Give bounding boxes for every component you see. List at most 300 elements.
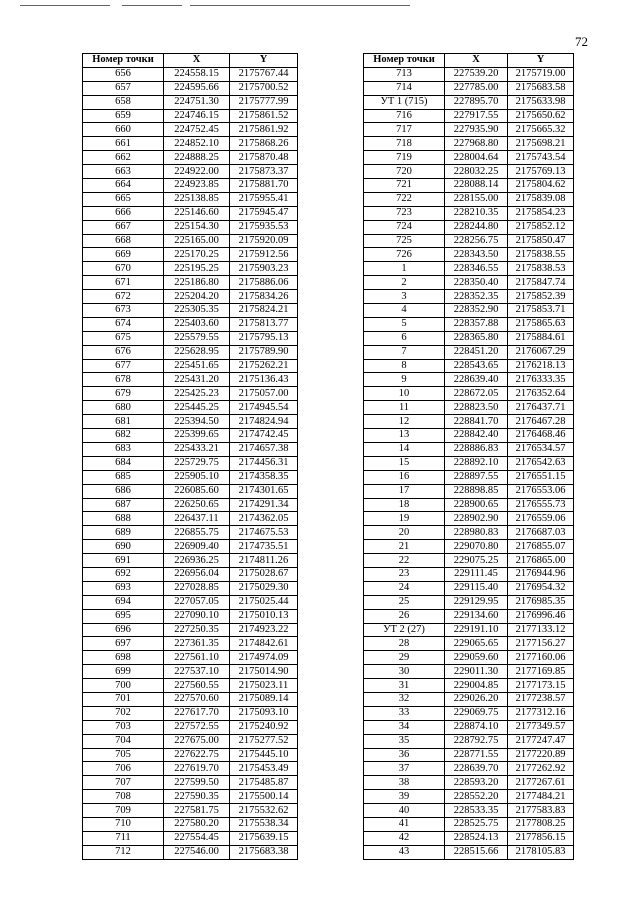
- y-coordinate-cell: 2174358.35: [230, 470, 298, 484]
- point-number-cell: 699: [83, 665, 164, 679]
- point-number-cell: 35: [364, 734, 445, 748]
- table-row: [83, 540, 298, 554]
- table-row: [83, 317, 298, 331]
- y-coordinate-cell: 2175769.13: [508, 165, 574, 179]
- point-number-cell: 39: [364, 790, 445, 804]
- table-row: [83, 665, 298, 679]
- y-coordinate-cell: 2175057.00: [230, 387, 298, 401]
- x-coordinate-cell: 229059.60: [445, 651, 508, 665]
- x-coordinate-cell: 228357.88: [445, 317, 508, 331]
- x-coordinate-cell: 225146.60: [164, 206, 230, 220]
- x-coordinate-cell: 224595.66: [164, 81, 230, 95]
- y-coordinate-cell: 2176542.63: [508, 456, 574, 470]
- point-number-cell: 709: [83, 804, 164, 818]
- x-coordinate-cell: 227572.55: [164, 720, 230, 734]
- table-row: [364, 609, 574, 623]
- y-coordinate-cell: 2175861.92: [230, 123, 298, 137]
- x-coordinate-cell: 229004.85: [445, 679, 508, 693]
- x-coordinate-cell: 225433.21: [164, 442, 230, 456]
- point-number-cell: 657: [83, 81, 164, 95]
- y-coordinate-cell: 2175639.15: [230, 831, 298, 845]
- y-coordinate-cell: 2175262.21: [230, 359, 298, 373]
- y-coordinate-cell: 2175935.53: [230, 220, 298, 234]
- table-row: [83, 692, 298, 706]
- point-number-cell: 43: [364, 845, 445, 859]
- point-number-cell: 22: [364, 554, 445, 568]
- y-coordinate-cell: 2175873.37: [230, 165, 298, 179]
- x-coordinate-cell: 225394.50: [164, 415, 230, 429]
- x-coordinate-cell: 228552.20: [445, 790, 508, 804]
- point-number-cell: 16: [364, 470, 445, 484]
- y-coordinate-cell: 2175650.62: [508, 109, 574, 123]
- x-coordinate-cell: 224923.85: [164, 179, 230, 193]
- point-number-cell: 664: [83, 179, 164, 193]
- header-x: X: [164, 54, 230, 68]
- table-row: [83, 734, 298, 748]
- x-coordinate-cell: 224888.25: [164, 151, 230, 165]
- x-coordinate-cell: 225170.25: [164, 248, 230, 262]
- y-coordinate-cell: 2175777.99: [230, 95, 298, 109]
- y-coordinate-cell: 2174923.22: [230, 623, 298, 637]
- point-number-cell: 673: [83, 304, 164, 318]
- table-row: [364, 776, 574, 790]
- x-coordinate-cell: 228672.05: [445, 387, 508, 401]
- table-row: [83, 776, 298, 790]
- table-row: [83, 762, 298, 776]
- y-coordinate-cell: 2176333.35: [508, 373, 574, 387]
- point-number-cell: 676: [83, 345, 164, 359]
- table-row: [83, 262, 298, 276]
- x-coordinate-cell: 227561.10: [164, 651, 230, 665]
- point-number-cell: 662: [83, 151, 164, 165]
- y-coordinate-cell: 2175445.10: [230, 748, 298, 762]
- table-row: [364, 679, 574, 693]
- x-coordinate-cell: 225403.60: [164, 317, 230, 331]
- table-row: [83, 442, 298, 456]
- table-row: [83, 706, 298, 720]
- x-coordinate-cell: 228886.83: [445, 442, 508, 456]
- point-number-cell: 701: [83, 692, 164, 706]
- table-row: [364, 484, 574, 498]
- point-number-cell: 26: [364, 609, 445, 623]
- table-row: [83, 165, 298, 179]
- table-row: [83, 595, 298, 609]
- x-coordinate-cell: 226956.04: [164, 567, 230, 581]
- table-row: [364, 387, 574, 401]
- table-row: [364, 109, 574, 123]
- y-coordinate-cell: 2175538.34: [230, 817, 298, 831]
- x-coordinate-cell: 228244.80: [445, 220, 508, 234]
- y-coordinate-cell: 2177160.06: [508, 651, 574, 665]
- x-coordinate-cell: 224922.00: [164, 165, 230, 179]
- x-coordinate-cell: 228350.40: [445, 276, 508, 290]
- x-coordinate-cell: 225186.80: [164, 276, 230, 290]
- y-coordinate-cell: 2175683.58: [508, 81, 574, 95]
- y-coordinate-cell: 2175834.26: [230, 290, 298, 304]
- table-row: [83, 95, 298, 109]
- x-coordinate-cell: 228365.80: [445, 331, 508, 345]
- y-coordinate-cell: 2175683.38: [230, 845, 298, 859]
- y-coordinate-cell: 2175824.21: [230, 304, 298, 318]
- point-number-cell: 723: [364, 206, 445, 220]
- point-number-cell: 23: [364, 567, 445, 581]
- x-coordinate-cell: 227057.05: [164, 595, 230, 609]
- x-coordinate-cell: 227560.55: [164, 679, 230, 693]
- y-coordinate-cell: 2175719.00: [508, 67, 574, 81]
- point-number-cell: 687: [83, 498, 164, 512]
- point-number-cell: 692: [83, 567, 164, 581]
- point-number-cell: 42: [364, 831, 445, 845]
- table-row: [83, 220, 298, 234]
- y-coordinate-cell: 2174291.34: [230, 498, 298, 512]
- table-row: [364, 234, 574, 248]
- point-number-cell: 713: [364, 67, 445, 81]
- y-coordinate-cell: 2175870.48: [230, 151, 298, 165]
- x-coordinate-cell: 228792.75: [445, 734, 508, 748]
- table-row: [83, 456, 298, 470]
- y-coordinate-cell: 2177262.92: [508, 762, 574, 776]
- y-coordinate-cell: 2174301.65: [230, 484, 298, 498]
- point-number-cell: 31: [364, 679, 445, 693]
- point-number-cell: 666: [83, 206, 164, 220]
- y-coordinate-cell: 2177267.61: [508, 776, 574, 790]
- x-coordinate-cell: 228524.13: [445, 831, 508, 845]
- table-row: [83, 831, 298, 845]
- y-coordinate-cell: 2175014.90: [230, 665, 298, 679]
- point-number-cell: 29: [364, 651, 445, 665]
- table-row: [83, 234, 298, 248]
- y-coordinate-cell: 2175804.62: [508, 179, 574, 193]
- x-coordinate-cell: 228032.25: [445, 165, 508, 179]
- y-coordinate-cell: 2176996.46: [508, 609, 574, 623]
- y-coordinate-cell: 2174657.38: [230, 442, 298, 456]
- y-coordinate-cell: 2175795.13: [230, 331, 298, 345]
- table-row: [83, 748, 298, 762]
- x-coordinate-cell: 225165.00: [164, 234, 230, 248]
- x-coordinate-cell: 229069.75: [445, 706, 508, 720]
- y-coordinate-cell: 2175847.74: [508, 276, 574, 290]
- y-coordinate-cell: 2175240.92: [230, 720, 298, 734]
- point-number-cell: 32: [364, 692, 445, 706]
- table-row: [364, 623, 574, 637]
- header-x: X: [445, 54, 508, 68]
- point-number-cell: 693: [83, 581, 164, 595]
- y-coordinate-cell: 2176559.06: [508, 512, 574, 526]
- table-row: [83, 720, 298, 734]
- table-row: [364, 470, 574, 484]
- y-coordinate-cell: 2177133.12: [508, 623, 574, 637]
- point-number-cell: 670: [83, 262, 164, 276]
- y-coordinate-cell: 2175886.06: [230, 276, 298, 290]
- y-coordinate-cell: 2175698.21: [508, 137, 574, 151]
- x-coordinate-cell: 229026.20: [445, 692, 508, 706]
- table-row: [364, 456, 574, 470]
- x-coordinate-cell: 225579.55: [164, 331, 230, 345]
- y-coordinate-cell: 2174945.54: [230, 401, 298, 415]
- table-row: [364, 748, 574, 762]
- point-number-cell: 680: [83, 401, 164, 415]
- table-row: [364, 95, 574, 109]
- x-coordinate-cell: 228451.20: [445, 345, 508, 359]
- x-coordinate-cell: 224746.15: [164, 109, 230, 123]
- y-coordinate-cell: 2177173.15: [508, 679, 574, 693]
- x-coordinate-cell: 227675.00: [164, 734, 230, 748]
- x-coordinate-cell: 229065.65: [445, 637, 508, 651]
- x-coordinate-cell: 225204.20: [164, 290, 230, 304]
- point-number-cell: 30: [364, 665, 445, 679]
- x-coordinate-cell: 228256.75: [445, 234, 508, 248]
- point-number-cell: 8: [364, 359, 445, 373]
- x-coordinate-cell: 227590.35: [164, 790, 230, 804]
- y-coordinate-cell: 2176551.15: [508, 470, 574, 484]
- point-number-cell: 9: [364, 373, 445, 387]
- point-number-cell: 11: [364, 401, 445, 415]
- x-coordinate-cell: 228346.55: [445, 262, 508, 276]
- x-coordinate-cell: 228593.20: [445, 776, 508, 790]
- y-coordinate-cell: 2175136.43: [230, 373, 298, 387]
- point-number-cell: 41: [364, 817, 445, 831]
- y-coordinate-cell: 2177312.16: [508, 706, 574, 720]
- x-coordinate-cell: 228352.35: [445, 290, 508, 304]
- x-coordinate-cell: 225154.30: [164, 220, 230, 234]
- point-number-cell: 659: [83, 109, 164, 123]
- x-coordinate-cell: 228543.65: [445, 359, 508, 373]
- x-coordinate-cell: 225729.75: [164, 456, 230, 470]
- x-coordinate-cell: 227028.85: [164, 581, 230, 595]
- y-coordinate-cell: 2175881.70: [230, 179, 298, 193]
- point-number-cell: 37: [364, 762, 445, 776]
- table-row: [364, 165, 574, 179]
- table-row: [364, 790, 574, 804]
- point-number-cell: 658: [83, 95, 164, 109]
- y-coordinate-cell: 2176985.35: [508, 595, 574, 609]
- table-row: [364, 665, 574, 679]
- table-row: [364, 67, 574, 81]
- point-number-cell: 685: [83, 470, 164, 484]
- x-coordinate-cell: 227570.60: [164, 692, 230, 706]
- table-row: [364, 192, 574, 206]
- y-coordinate-cell: 2175854.23: [508, 206, 574, 220]
- point-number-cell: 15: [364, 456, 445, 470]
- point-number-cell: УТ 2 (27): [364, 623, 445, 637]
- point-number-cell: 689: [83, 526, 164, 540]
- x-coordinate-cell: 227617.70: [164, 706, 230, 720]
- table-row: [83, 206, 298, 220]
- x-coordinate-cell: 225195.25: [164, 262, 230, 276]
- scan-mark: [190, 5, 410, 6]
- point-number-cell: 671: [83, 276, 164, 290]
- y-coordinate-cell: 2177856.15: [508, 831, 574, 845]
- point-number-cell: 668: [83, 234, 164, 248]
- x-coordinate-cell: 224852.10: [164, 137, 230, 151]
- table-row: [83, 790, 298, 804]
- table-row: [364, 512, 574, 526]
- y-coordinate-cell: 2174362.05: [230, 512, 298, 526]
- point-number-cell: 708: [83, 790, 164, 804]
- x-coordinate-cell: 228902.90: [445, 512, 508, 526]
- point-number-cell: 38: [364, 776, 445, 790]
- table-row: [364, 831, 574, 845]
- point-number-cell: 4: [364, 304, 445, 318]
- point-number-cell: 722: [364, 192, 445, 206]
- table-row: [364, 81, 574, 95]
- y-coordinate-cell: 2176855.07: [508, 540, 574, 554]
- y-coordinate-cell: 2175852.12: [508, 220, 574, 234]
- table-row: [364, 276, 574, 290]
- table-row: [364, 401, 574, 415]
- table-row: [364, 526, 574, 540]
- y-coordinate-cell: 2178105.83: [508, 845, 574, 859]
- y-coordinate-cell: 2175025.44: [230, 595, 298, 609]
- table-row: [83, 304, 298, 318]
- table-row: [83, 276, 298, 290]
- table-row: [364, 762, 574, 776]
- table-row: [364, 429, 574, 443]
- y-coordinate-cell: 2177583.83: [508, 804, 574, 818]
- x-coordinate-cell: 228210.35: [445, 206, 508, 220]
- y-coordinate-cell: 2175850.47: [508, 234, 574, 248]
- point-number-cell: 665: [83, 192, 164, 206]
- x-coordinate-cell: 228898.85: [445, 484, 508, 498]
- table-row: [364, 415, 574, 429]
- x-coordinate-cell: 227546.00: [164, 845, 230, 859]
- x-coordinate-cell: 226936.25: [164, 554, 230, 568]
- table-row: [83, 581, 298, 595]
- scan-mark: [122, 5, 182, 6]
- y-coordinate-cell: 2175861.52: [230, 109, 298, 123]
- point-number-cell: 1: [364, 262, 445, 276]
- y-coordinate-cell: 2175023.11: [230, 679, 298, 693]
- table-row: [83, 151, 298, 165]
- point-number-cell: 19: [364, 512, 445, 526]
- table-row: [364, 706, 574, 720]
- x-coordinate-cell: 228900.65: [445, 498, 508, 512]
- x-coordinate-cell: 228823.50: [445, 401, 508, 415]
- point-number-cell: 718: [364, 137, 445, 151]
- point-number-cell: 674: [83, 317, 164, 331]
- x-coordinate-cell: 225431.20: [164, 373, 230, 387]
- point-number-cell: 697: [83, 637, 164, 651]
- x-coordinate-cell: 226855.75: [164, 526, 230, 540]
- x-coordinate-cell: 228892.10: [445, 456, 508, 470]
- point-number-cell: 717: [364, 123, 445, 137]
- y-coordinate-cell: 2175865.63: [508, 317, 574, 331]
- table-row: [83, 498, 298, 512]
- point-number-cell: 695: [83, 609, 164, 623]
- y-coordinate-cell: 2176944.96: [508, 567, 574, 581]
- x-coordinate-cell: 227935.90: [445, 123, 508, 137]
- table-row: [364, 498, 574, 512]
- y-coordinate-cell: 2177808.25: [508, 817, 574, 831]
- y-coordinate-cell: 2174735.51: [230, 540, 298, 554]
- y-coordinate-cell: 2175920.09: [230, 234, 298, 248]
- table-row: [364, 692, 574, 706]
- x-coordinate-cell: 229070.80: [445, 540, 508, 554]
- x-coordinate-cell: 227090.10: [164, 609, 230, 623]
- scan-mark: [20, 5, 110, 6]
- table-row: [83, 359, 298, 373]
- y-coordinate-cell: 2175853.71: [508, 304, 574, 318]
- y-coordinate-cell: 2175839.08: [508, 192, 574, 206]
- point-number-cell: 40: [364, 804, 445, 818]
- scan-top-edge-marks: [0, 0, 420, 14]
- y-coordinate-cell: 2177484.21: [508, 790, 574, 804]
- y-coordinate-cell: 2175029.30: [230, 581, 298, 595]
- y-coordinate-cell: 2176865.00: [508, 554, 574, 568]
- page-number: 72: [575, 34, 588, 49]
- x-coordinate-cell: 227554.45: [164, 831, 230, 845]
- x-coordinate-cell: 225305.35: [164, 304, 230, 318]
- point-number-cell: УТ 1 (715): [364, 95, 445, 109]
- table-row: [364, 206, 574, 220]
- y-coordinate-cell: 2176067.29: [508, 345, 574, 359]
- table-row: [364, 151, 574, 165]
- y-coordinate-cell: 2176954.32: [508, 581, 574, 595]
- point-number-cell: 703: [83, 720, 164, 734]
- table-row: [364, 540, 574, 554]
- point-number-cell: 710: [83, 817, 164, 831]
- y-coordinate-cell: 2174824.94: [230, 415, 298, 429]
- table-row: [364, 359, 574, 373]
- point-number-cell: 14: [364, 442, 445, 456]
- x-coordinate-cell: 228004.64: [445, 151, 508, 165]
- table-row: [83, 845, 298, 859]
- table-row: [364, 123, 574, 137]
- table-row: [83, 123, 298, 137]
- y-coordinate-cell: 2174974.09: [230, 651, 298, 665]
- y-coordinate-cell: 2176437.71: [508, 401, 574, 415]
- point-number-cell: 700: [83, 679, 164, 693]
- table-row: [364, 567, 574, 581]
- table-row: [364, 595, 574, 609]
- x-coordinate-cell: 228155.00: [445, 192, 508, 206]
- point-number-cell: 682: [83, 429, 164, 443]
- y-coordinate-cell: 2176687.03: [508, 526, 574, 540]
- x-coordinate-cell: 227895.70: [445, 95, 508, 109]
- point-number-cell: 672: [83, 290, 164, 304]
- y-coordinate-cell: 2177247.47: [508, 734, 574, 748]
- x-coordinate-cell: 227619.70: [164, 762, 230, 776]
- y-coordinate-cell: 2174742.45: [230, 429, 298, 443]
- y-coordinate-cell: 2175789.90: [230, 345, 298, 359]
- x-coordinate-cell: 227599.50: [164, 776, 230, 790]
- y-coordinate-cell: 2176352.64: [508, 387, 574, 401]
- table-row: [364, 581, 574, 595]
- table-row: [83, 429, 298, 443]
- point-number-cell: 675: [83, 331, 164, 345]
- x-coordinate-cell: 227622.75: [164, 748, 230, 762]
- table-row: [83, 567, 298, 581]
- point-number-cell: 13: [364, 429, 445, 443]
- table-row: [83, 817, 298, 831]
- point-number-cell: 716: [364, 109, 445, 123]
- y-coordinate-cell: 2175665.32: [508, 123, 574, 137]
- x-coordinate-cell: 225425.23: [164, 387, 230, 401]
- point-number-cell: 704: [83, 734, 164, 748]
- table-row: [83, 109, 298, 123]
- coordinates-table-left: [82, 53, 298, 860]
- table-row: [364, 442, 574, 456]
- y-coordinate-cell: 2175884.61: [508, 331, 574, 345]
- table-row: [364, 345, 574, 359]
- table-body-right: [364, 67, 574, 859]
- point-number-cell: 661: [83, 137, 164, 151]
- point-number-cell: 660: [83, 123, 164, 137]
- y-coordinate-cell: 2175955.41: [230, 192, 298, 206]
- x-coordinate-cell: 227917.55: [445, 109, 508, 123]
- table-row: [364, 248, 574, 262]
- x-coordinate-cell: 228639.70: [445, 762, 508, 776]
